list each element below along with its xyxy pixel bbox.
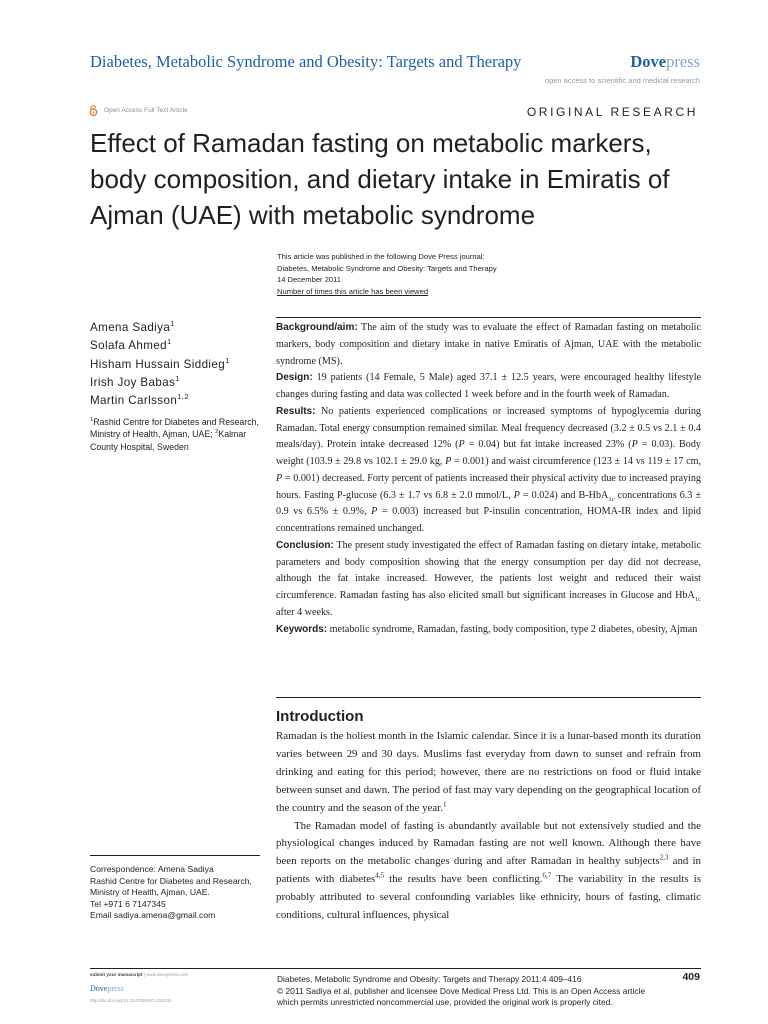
- correspondence-name: Correspondence: Amena Sadiya: [90, 864, 214, 874]
- abstract-results: [276, 404, 701, 538]
- author-affiliation-ref: 1: [167, 337, 172, 347]
- author: [90, 337, 230, 355]
- correspondence-email[interactable]: Email sadiya.amena@gmail.com: [90, 910, 216, 920]
- citation-line: Diabetes, Metabolic Syndrome and Obesity: Targets and Therapy 2011:4 409–416: [277, 974, 582, 984]
- intro-text: and in patients with diabetes: [276, 855, 701, 886]
- section-heading-introduction: Introduction: [276, 708, 364, 725]
- correspondence-phone: Tel +971 6 7147345: [90, 898, 166, 909]
- brand-part-press: press: [107, 984, 124, 993]
- abstract: [276, 320, 701, 638]
- author-name: Irish Joy Babas: [90, 375, 176, 389]
- publisher-logo[interactable]: [630, 52, 700, 72]
- author: [90, 374, 230, 392]
- abstract-text: = 0.003) increased but P-insulin concentration, HOMA-IR index and lipid concentrations remained unchanged.: [276, 506, 701, 534]
- intro-paragraph-1: [276, 728, 701, 818]
- abstract-text: concentrations 6.3 ± 0.9 vs 6.5% ± 0.9%,: [276, 489, 701, 518]
- open-access-lock-icon: [89, 105, 98, 116]
- abstract-text: 19 patients (14 Female, 5 Male) aged 37.1 ± 12.5 years, were encouraged healthy lifestyle changes during fasting and data was collected 1 week before and in the fourth week of Ramadan.: [276, 372, 701, 400]
- footer-rule: [90, 968, 701, 969]
- abstract-bottom-rule: [276, 697, 701, 698]
- abstract-top-rule: [276, 317, 701, 318]
- license-line: © 2011 Sadiya et al, publisher and licensee Dove Medical Press Ltd. This is an Open Access article: [277, 985, 646, 996]
- correspondence-address: Ministry of Health, Ajman, UAE.: [90, 887, 210, 897]
- brand-part-dove: Dove: [90, 984, 108, 993]
- abstract-label: Keywords:: [276, 623, 328, 635]
- keywords-text: metabolic syndrome, Ramadan, fasting, body composition, type 2 diabetes, obesity, Ajman: [327, 623, 698, 635]
- p-symbol: P: [631, 439, 638, 451]
- correspondence: [90, 864, 252, 922]
- citation-ref[interactable]: 6,7: [542, 871, 552, 880]
- intro-text: The Ramadan model of fasting is abundantly available but not extensively studied and the physiological changes induced by Ramadan fasting are not well known. Although there have been reports on the metabolic changes during and after Ramadan in healthy subjects: [276, 819, 701, 868]
- affiliation-text: Rashid Centre for Diabetes and Research, Ministry of Health, Ajman, UAE;: [90, 417, 259, 440]
- brand-part-dove: Dove: [630, 52, 667, 71]
- p-symbol: P: [276, 472, 283, 484]
- affiliation-number: 1: [90, 417, 94, 424]
- intro-text: the results have been conflicting.: [384, 873, 543, 886]
- p-symbol: P: [458, 439, 465, 451]
- license-line: which permits unrestricted noncommercial use, provided the original work is properly cited.: [277, 997, 613, 1007]
- correspondence-rule: [90, 855, 260, 856]
- publication-info: [277, 251, 497, 297]
- author-list: [90, 319, 230, 410]
- p-symbol: P: [513, 489, 520, 501]
- view-count-link[interactable]: Number of times this article has been viewed: [277, 286, 429, 296]
- citation-ref[interactable]: 4,5: [375, 871, 385, 880]
- author-name: Hisham Hussain Siddieg: [90, 357, 226, 371]
- author-affiliation-ref: 1: [170, 319, 175, 329]
- pubinfo-line-1: This article was published in the following Dove Press journal:: [277, 252, 485, 261]
- footer-citation: [277, 974, 645, 1009]
- author: [90, 356, 230, 374]
- abstract-background: [276, 320, 701, 370]
- article-type-label: ORIGINAL RESEARCH: [526, 105, 698, 119]
- pubinfo-journal: Diabetes, Metabolic Syndrome and Obesity: Targets and Therapy: [277, 263, 497, 273]
- author-affiliation-ref: 1,2: [177, 392, 189, 402]
- abstract-keywords: [276, 622, 701, 639]
- open-access-label: Open Access Full Text Article: [104, 107, 188, 114]
- abstract-label: Results:: [276, 405, 316, 417]
- author-name: Amena Sadiya: [90, 321, 171, 334]
- submit-label: submit your manuscript: [90, 972, 143, 977]
- introduction-body: [276, 728, 701, 925]
- abstract-design: [276, 370, 701, 404]
- open-access-badge: [89, 105, 188, 116]
- author-affiliation-ref: 1: [225, 355, 230, 365]
- author: [90, 319, 230, 337]
- author-name: Solafa Ahmed: [90, 339, 167, 353]
- abstract-text: = 0.024) and B-HbA: [519, 489, 609, 501]
- publisher-tagline: open access to scientific and medical research: [544, 76, 700, 85]
- article-title: Effect of Ramadan fasting on metabolic markers, body composition, and dietary intake in Emiratis of Ajman (UAE) with metabolic syndrome: [90, 128, 670, 230]
- abstract-text: = 0.001) decreased. Forty percent of patients increased their physical activity due to increased praying hours. Fasting P-glucose (6.3 ± 1.7 vs 6.8 ± 2.0 mmol/L,: [276, 472, 701, 501]
- page-number: 409: [682, 971, 700, 983]
- p-symbol: P: [445, 456, 452, 467]
- p-symbol: P: [371, 506, 378, 518]
- subscript: 1c: [694, 596, 701, 604]
- abstract-text: after 4 weeks.: [276, 606, 333, 618]
- author-affiliation-ref: 1: [175, 374, 180, 384]
- affiliation-text: Kalmar County Hospital, Sweden: [90, 429, 247, 452]
- citation-ref[interactable]: 2,3: [659, 853, 669, 862]
- submit-manuscript-link[interactable]: [90, 972, 188, 977]
- intro-text: Ramadan is the holiest month in the Islamic calendar. Since it is a lunar-based month its duration varies between 29 and 30 days. Muslims fast everyday from dawn to sunset and refrain from drinking and eating for this period; however, there are no restrictions on food or fluid intake between sunset and dawn. The period of fast may vary depending on the geographical location of the country and the season of the year.: [276, 730, 701, 814]
- brand-part-press: press: [666, 52, 700, 71]
- abstract-text: The aim of the study was to evaluate the effect of Ramadan fasting on metabolic markers, body composition and dietary intake in native Emiratis of Ajman, UAE with the metabolic syndrome (MS).: [276, 322, 701, 367]
- author-name: Martin Carlsson: [90, 394, 178, 408]
- footer-publisher-logo[interactable]: [90, 984, 124, 993]
- journal-title: Diabetes, Metabolic Syndrome and Obesity: Targets and Therapy: [90, 52, 522, 71]
- intro-paragraph-2: [276, 818, 701, 925]
- abstract-label: Design:: [276, 372, 313, 384]
- citation-ref[interactable]: 1: [442, 800, 447, 808]
- affiliation-number: 2: [215, 429, 219, 436]
- abstract-label: Conclusion:: [276, 539, 334, 551]
- abstract-conclusion: [276, 538, 701, 622]
- abstract-text: = 0.001) and waist circumference (123 ± 14 vs 119 ± 17 cm,: [451, 456, 702, 467]
- abstract-label: Background/aim:: [276, 322, 358, 333]
- pubinfo-date: 14 December 2011: [277, 275, 342, 284]
- author: [90, 392, 230, 410]
- correspondence-address: Rashid Centre for Diabetes and Research,: [90, 875, 252, 886]
- abstract-text: = 0.04) but fat intake increased 23% (: [464, 439, 632, 451]
- submit-url: | www.dovepress.com: [142, 972, 189, 977]
- subscript: 1c: [608, 495, 615, 503]
- abstract-text: = 0.03). Body weight (103.9 ± 29.8 vs 102.1 ± 29.0 kg,: [276, 439, 701, 467]
- affiliations: [90, 416, 260, 453]
- intro-text: The variability in the results is probably attributed to several confounding variables like ethnicity, hours of fasting, climatic conditions, cultural influences, physical: [276, 873, 701, 922]
- abstract-text: The present study investigated the effect of Ramadan fasting on dietary intake, metabolic parameters and body composition showing that the energy consumption per day did not decrease, although the fat intake increased. However, the patients lost weight and reduced their waist circumference. Ramadan fasting has also elicited small but significant increases in Glucose and HbA: [276, 539, 701, 601]
- abstract-text: No patients experienced complications or increased symptoms of hypoglycemia during Ramadan. Total energy consumption remained similar. Meal frequency decreased (3.2 ± 0.5 vs 2.1 ± 0.4 meals/day). Protein intake decreased 12% (: [276, 405, 701, 451]
- doi-link[interactable]: http://dx.doi.org/10.2147/DMSO.S24231: [90, 998, 172, 1003]
